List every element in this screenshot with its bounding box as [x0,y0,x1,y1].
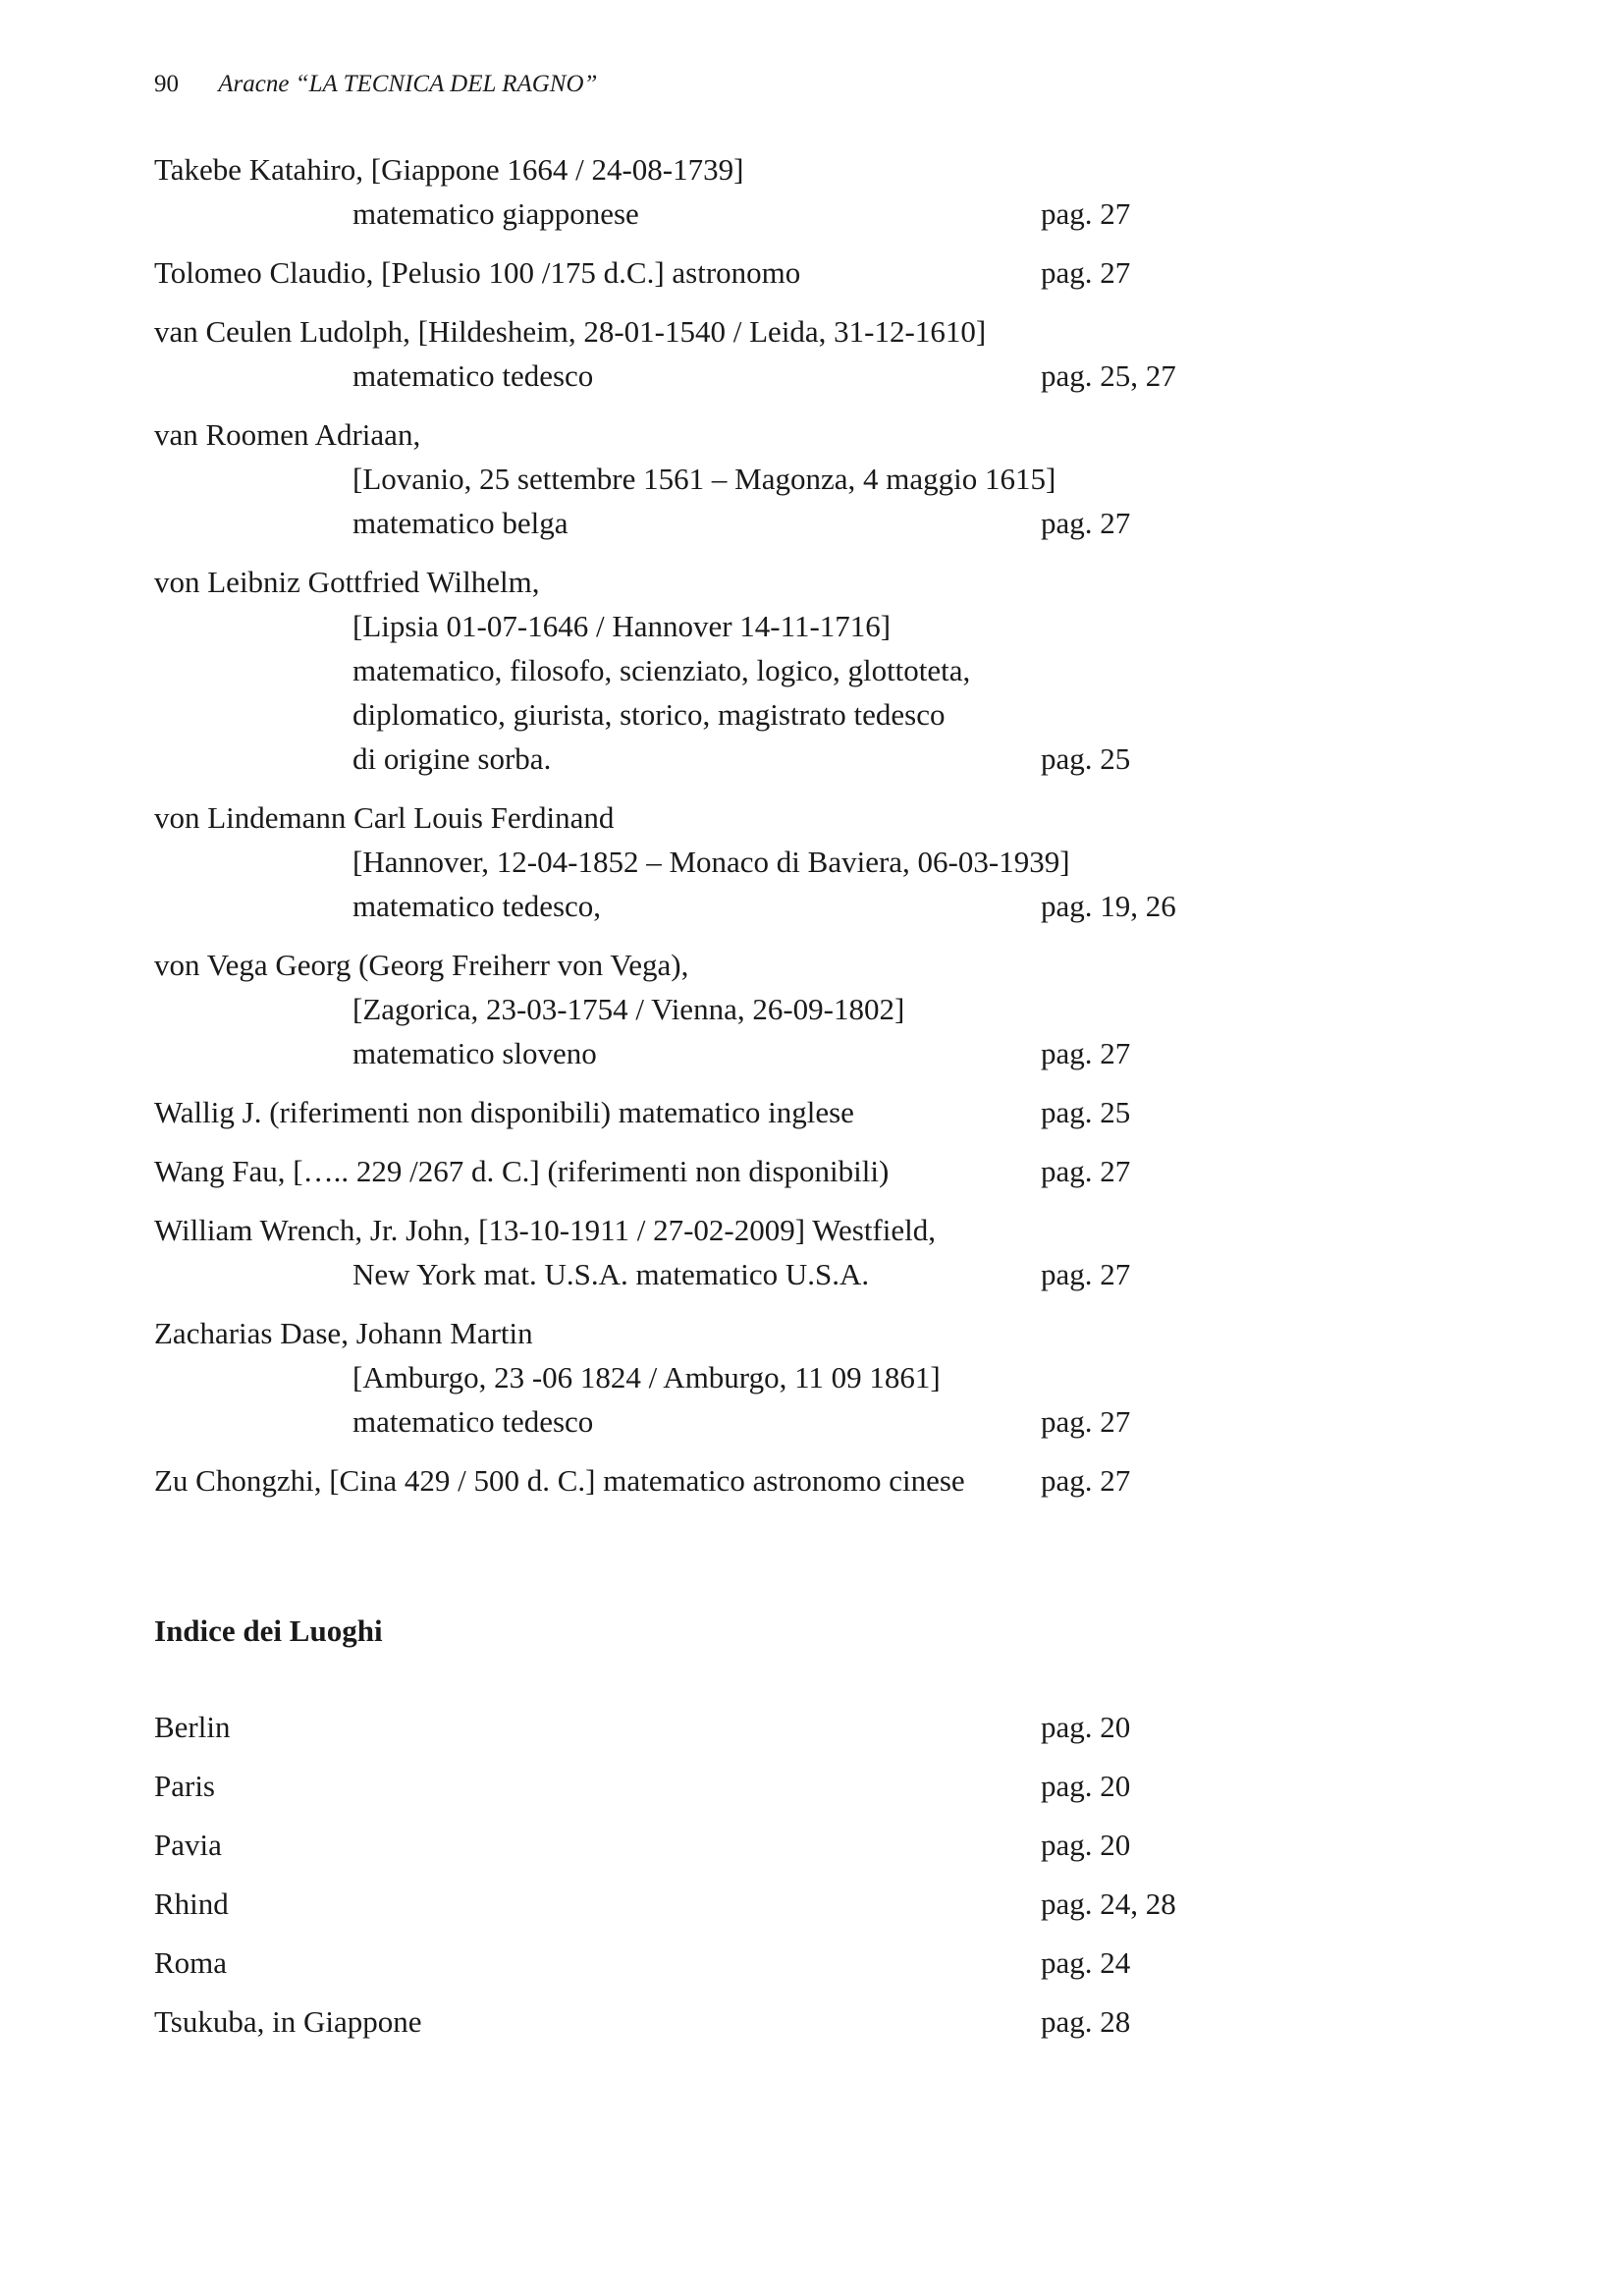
entry-text: [Lovanio, 25 settembre 1561 – Magonza, 4 maggio 1615] [352,462,1056,496]
running-header [154,71,597,98]
index-entry [154,250,1234,295]
index-entry [154,1208,1234,1296]
place-entry [154,1705,1234,1749]
entry-text: matematico belga [352,506,568,540]
entry-text: matematico tedesco [352,358,594,393]
entry-line [154,737,1234,781]
entry-text: [Zagorica, 23-03-1754 / Vienna, 26-09-1802] [352,992,905,1026]
entry-line [154,147,1234,191]
entry-line [154,1999,1234,2044]
entry-line [154,604,1234,648]
place-entry [154,1941,1234,1985]
index-entry [154,560,1234,781]
index-content [154,147,1234,2058]
places-index [154,1705,1234,2044]
entry-text: [Amburgo, 23 -06 1824 / Amburgo, 11 09 1861] [352,1360,941,1394]
place-name: Rhind [154,1886,229,1921]
entry-text: diplomatico, giurista, storico, magistrato tedesco [352,697,946,732]
page-reference: pag. 28 [1041,2004,1131,2039]
entry-line [154,191,1234,236]
page-reference: pag. 25, 27 [1041,358,1176,393]
entry-text: William Wrench, Jr. John, [13-10-1911 / 27-02-2009] Westfield, [154,1213,936,1247]
page-reference: pag. 24, 28 [1041,1886,1176,1921]
place-name: Roma [154,1945,228,1980]
entry-line [154,1941,1234,1985]
entry-line [154,457,1234,501]
names-index [154,147,1234,1503]
place-name: Tsukuba, in Giappone [154,2004,422,2039]
page-reference: pag. 24 [1041,1945,1131,1980]
page-reference: pag. 27 [1041,255,1131,290]
index-entry [154,1149,1234,1193]
entry-line [154,943,1234,987]
entry-line [154,884,1234,928]
entry-line [154,840,1234,884]
entry-line [154,692,1234,737]
entry-line [154,1252,1234,1296]
entry-text: Wallig J. (riferimenti non disponibili) matematico inglese [154,1095,854,1129]
index-entry [154,943,1234,1075]
page-reference: pag. 20 [1041,1769,1131,1803]
entry-text: matematico, filosofo, scienziato, logico, glottoteta, [352,653,971,687]
index-entry [154,795,1234,928]
entry-text: matematico sloveno [352,1036,597,1070]
entry-text: van Roomen Adriaan, [154,417,421,452]
entry-line [154,1149,1234,1193]
index-entry [154,412,1234,545]
entry-line [154,1705,1234,1749]
entry-text: di origine sorba. [352,741,552,776]
entry-text: von Vega Georg (Georg Freiherr von Vega), [154,948,689,982]
page-reference: pag. 25 [1041,741,1131,776]
entry-line [154,501,1234,545]
entry-text: Zacharias Dase, Johann Martin [154,1316,533,1350]
page-reference: pag. 27 [1041,1404,1131,1439]
entry-text: von Lindemann Carl Louis Ferdinand [154,800,615,835]
entry-line [154,795,1234,840]
place-entry [154,1823,1234,1867]
entry-line [154,987,1234,1031]
index-entry [154,1311,1234,1444]
page-reference: pag. 20 [1041,1710,1131,1744]
entry-text: matematico tedesco, [352,889,602,923]
page-reference: pag. 20 [1041,1828,1131,1862]
entry-line [154,412,1234,457]
place-entry [154,1764,1234,1808]
index-entry [154,1458,1234,1503]
entry-line [154,1090,1234,1134]
page-reference: pag. 25 [1041,1095,1131,1129]
page-reference: pag. 27 [1041,506,1131,540]
entry-line [154,648,1234,692]
entry-line [154,1355,1234,1399]
entry-line [154,309,1234,354]
place-name: Paris [154,1769,215,1803]
entry-text: Zu Chongzhi, [Cina 429 / 500 d. C.] matematico astronomo cinese [154,1463,965,1498]
entry-line [154,1823,1234,1867]
entry-line [154,1458,1234,1503]
entry-text: [Lipsia 01-07-1646 / Hannover 14-11-1716] [352,609,892,643]
entry-text: van Ceulen Ludolph, [Hildesheim, 28-01-1540 / Leida, 31-12-1610] [154,314,987,349]
entry-text: New York mat. U.S.A. matematico U.S.A. [352,1257,870,1291]
entry-line [154,354,1234,398]
entry-line [154,560,1234,604]
place-entry [154,1999,1234,2044]
page-reference: pag. 27 [1041,1257,1131,1291]
entry-line [154,1882,1234,1926]
place-entry [154,1882,1234,1926]
entry-text: matematico tedesco [352,1404,594,1439]
entry-line [154,1311,1234,1355]
book-title: Aracne “LA TECNICA DEL RAGNO” [218,71,598,97]
entry-text: von Leibniz Gottfried Wilhelm, [154,565,540,599]
page-reference: pag. 27 [1041,196,1131,231]
entry-text: Takebe Katahiro, [Giappone 1664 / 24-08-1739] [154,152,744,187]
entry-text: matematico giapponese [352,196,639,231]
page-reference: pag. 19, 26 [1041,889,1176,923]
entry-text: [Hannover, 12-04-1852 – Monaco di Baviera, 06-03-1939] [352,845,1070,879]
page-number: 90 [154,71,179,97]
section-title: Indice dei Luoghi [154,1613,383,1648]
index-entry [154,147,1234,236]
place-name: Pavia [154,1828,222,1862]
index-entry [154,309,1234,398]
entry-text: Tolomeo Claudio, [Pelusio 100 /175 d.C.] astronomo [154,255,801,290]
page-reference: pag. 27 [1041,1154,1131,1188]
entry-line [154,1399,1234,1444]
entry-line [154,1764,1234,1808]
entry-line [154,250,1234,295]
page-reference: pag. 27 [1041,1036,1131,1070]
place-name: Berlin [154,1710,231,1744]
entry-line [154,1208,1234,1252]
index-entry [154,1090,1234,1134]
entry-line [154,1031,1234,1075]
entry-text: Wang Fau, [….. 229 /267 d. C.] (riferimenti non disponibili) [154,1154,890,1188]
page-reference: pag. 27 [1041,1463,1131,1498]
